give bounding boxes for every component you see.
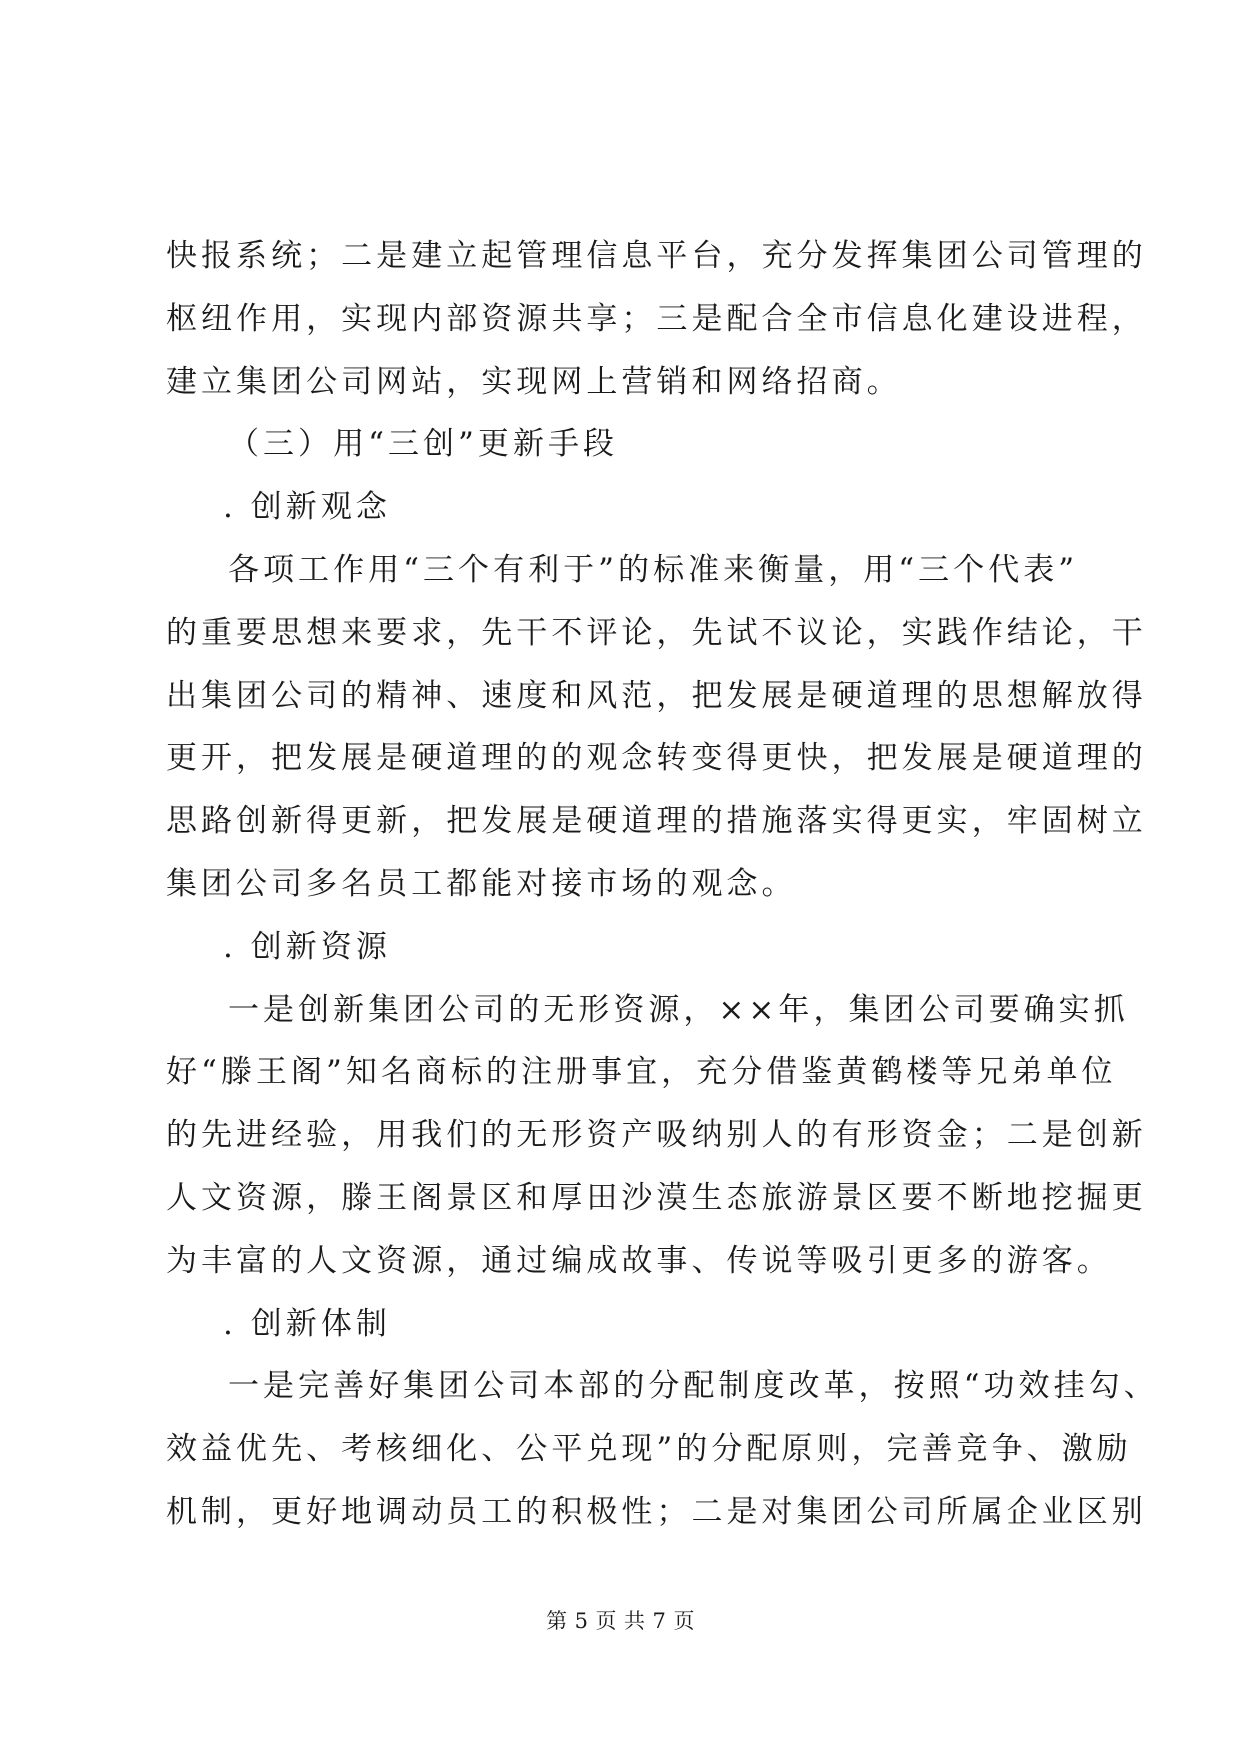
text-line: 为丰富的人文资源，通过编成故事、传说等吸引更多的游客。 xyxy=(166,1242,1112,1279)
text-line: 一是创新集团公司的无形资源，××年，集团公司要确实抓 xyxy=(228,991,1129,1028)
text-line: 效益优先、考核细化、公平兑现”的分配原则，完善竞争、激励 xyxy=(166,1431,1132,1468)
text-line: 好“滕王阁”知名商标的注册事宜，充分借鉴黄鹤楼等兄弟单位 xyxy=(166,1054,1117,1091)
text-line: 快报系统；二是建立起管理信息平台，充分发挥集团公司管理的 xyxy=(166,238,1147,274)
subheading-system: . 创新体制 xyxy=(223,1305,391,1342)
section-heading: （三）用“三创”更新手段 xyxy=(228,426,619,463)
text-line: 出集团公司的精神、速度和风范，把发展是硬道理的思想解放得 xyxy=(166,677,1147,714)
document-body xyxy=(166,225,1159,1544)
text-line: 各项工作用“三个有利于”的标准来衡量，用“三个代表” xyxy=(228,551,1079,588)
page-number-footer: 第 5 页 共 7 页 xyxy=(546,1609,695,1633)
text-line: 机制，更好地调动员工的积极性；二是对集团公司所属企业区别 xyxy=(166,1493,1147,1530)
text-line: 枢纽作用，实现内部资源共享；三是配合全市信息化建设进程， xyxy=(166,300,1147,337)
text-line: 思路创新得更新，把发展是硬道理的措施落实得更实，牢固树立 xyxy=(166,803,1147,840)
text-line: 一是完善好集团公司本部的分配制度改革，按照“功效挂勾、 xyxy=(228,1368,1159,1405)
text-line: 建立集团公司网站，实现网上营销和网络招商。 xyxy=(166,363,902,400)
subheading-concept: . 创新观念 xyxy=(223,489,391,526)
text-line: 集团公司多名员工都能对接市场的观念。 xyxy=(166,865,797,902)
text-line: 更开，把发展是硬道理的的观念转变得更快，把发展是硬道理的 xyxy=(166,740,1147,777)
subheading-resources: . 创新资源 xyxy=(223,928,391,965)
text-line: 的先进经验，用我们的无形资产吸纳别人的有形资金；二是创新 xyxy=(166,1117,1147,1154)
text-line: 人文资源，滕王阁景区和厚田沙漠生态旅游景区要不断地挖掘更 xyxy=(166,1179,1147,1216)
text-line: 的重要思想来要求，先干不评论，先试不议论，实践作结论，干 xyxy=(166,614,1147,651)
